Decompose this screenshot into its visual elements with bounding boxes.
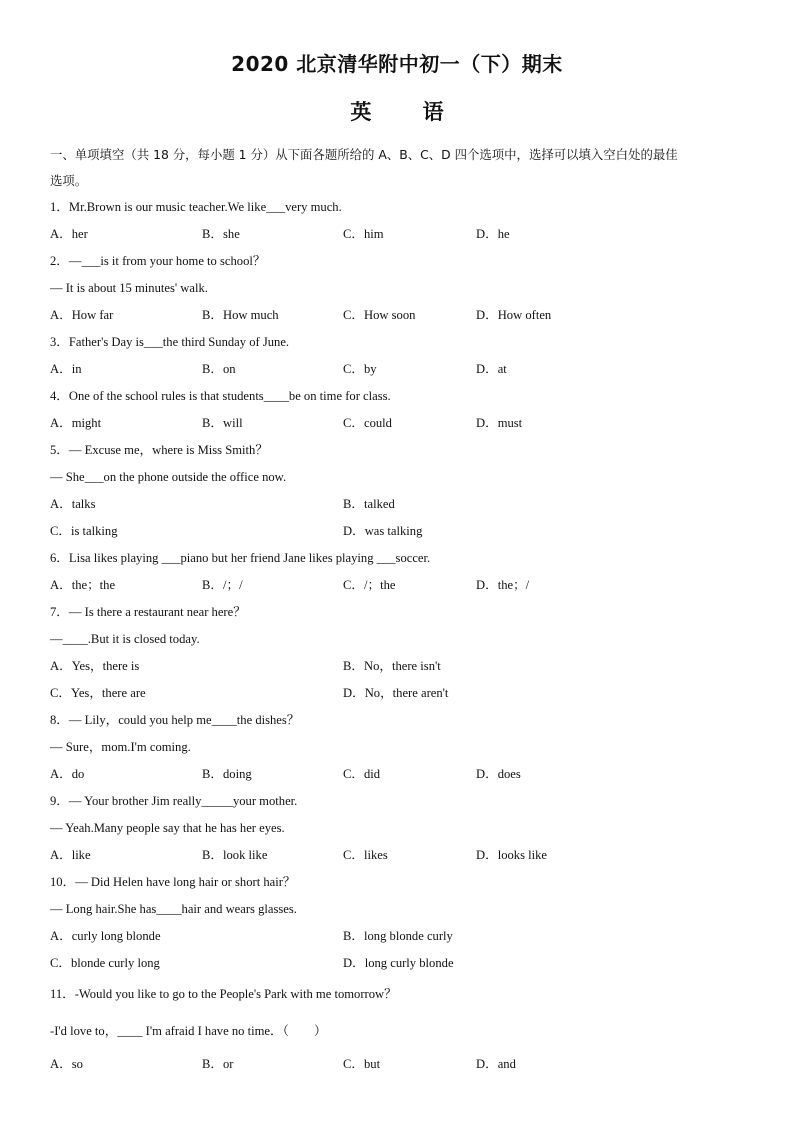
- options-row: [50, 1051, 750, 1078]
- question-stem: 2．—___is it from your home to school？: [50, 254, 266, 268]
- answer-option[interactable]: D．must: [476, 416, 523, 430]
- answer-option[interactable]: D．long curly blonde: [343, 956, 454, 970]
- answer-option[interactable]: B．she: [202, 227, 240, 241]
- section-instruction: [50, 142, 750, 194]
- answer-option[interactable]: B．will: [202, 416, 243, 430]
- exam-content: [50, 142, 750, 1078]
- answer-option[interactable]: A．talks: [50, 497, 96, 511]
- answer-option[interactable]: A．do: [50, 767, 85, 781]
- answer-option[interactable]: B．talked: [343, 497, 395, 511]
- answer-option[interactable]: A．How far: [50, 308, 114, 322]
- answer-option[interactable]: B．How much: [202, 308, 279, 322]
- question-stem: 7．— Is there a restaurant near here？: [50, 605, 246, 619]
- answer-option[interactable]: B．on: [202, 362, 236, 376]
- answer-option[interactable]: C．is talking: [50, 524, 118, 538]
- question-stem: — She___on the phone outside the office now.: [50, 470, 287, 484]
- options-row: [50, 356, 750, 383]
- answer-option[interactable]: C．Yes，there are: [50, 686, 146, 700]
- answer-option[interactable]: C．How soon: [343, 308, 416, 322]
- question-item: [50, 383, 750, 437]
- question-item: [50, 788, 750, 869]
- answer-option[interactable]: D．and: [476, 1057, 516, 1071]
- question-item: [50, 599, 750, 707]
- subject-heading: [0, 96, 794, 126]
- instruction-line: 选项。: [50, 173, 88, 188]
- question-item: [50, 869, 750, 977]
- answer-option[interactable]: C．likes: [343, 848, 388, 862]
- answer-option[interactable]: D．he: [476, 227, 510, 241]
- answer-option[interactable]: B．or: [202, 1057, 234, 1071]
- answer-option[interactable]: A．the；the: [50, 578, 116, 592]
- answer-option[interactable]: A．her: [50, 227, 88, 241]
- answer-option[interactable]: D．does: [476, 767, 521, 781]
- question-stem: 9．— Your brother Jim really_____your mother.: [50, 794, 298, 808]
- answer-option[interactable]: C．him: [343, 227, 384, 241]
- options-row: [50, 950, 750, 977]
- answer-option[interactable]: D．was talking: [343, 524, 423, 538]
- question-stem: 4．One of the school rules is that students____be on time for class.: [50, 389, 391, 403]
- answer-option[interactable]: C．could: [343, 416, 392, 430]
- answer-option[interactable]: D．No，there aren't: [343, 686, 449, 700]
- question-stem: 1．Mr.Brown is our music teacher.We like___very much.: [50, 200, 342, 214]
- options-row: [50, 842, 750, 869]
- answer-option[interactable]: A．like: [50, 848, 91, 862]
- question-item: [50, 248, 750, 329]
- options-row: [50, 302, 750, 329]
- question-stem: -I'd love to，____ I'm afraid I have no time．（ ）: [50, 1024, 327, 1038]
- answer-option[interactable]: D．at: [476, 362, 507, 376]
- options-row: [50, 923, 750, 950]
- question-item: [50, 545, 750, 599]
- answer-option[interactable]: C．/；the: [343, 578, 396, 592]
- subject-char: 语: [422, 100, 444, 124]
- answer-option[interactable]: A．curly long blonde: [50, 929, 161, 943]
- question-stem: 5．— Excuse me，where is Miss Smith？: [50, 443, 268, 457]
- question-stem: — It is about 15 minutes' walk.: [50, 281, 208, 295]
- options-row: [50, 491, 750, 518]
- question-item: [50, 194, 750, 248]
- answer-option[interactable]: D．looks like: [476, 848, 548, 862]
- question-stem: —____.But it is closed today.: [50, 632, 200, 646]
- question-item: [50, 329, 750, 383]
- question-item: [50, 981, 750, 1078]
- answer-option[interactable]: D．the；/: [476, 578, 530, 592]
- answer-option[interactable]: A．might: [50, 416, 102, 430]
- answer-option[interactable]: B．No，there isn't: [343, 659, 441, 673]
- answer-option[interactable]: A．in: [50, 362, 82, 376]
- question-stem: 8．— Lily，could you help me____the dishes？: [50, 713, 300, 727]
- subject-char: 英: [350, 100, 372, 124]
- answer-option[interactable]: B．doing: [202, 767, 252, 781]
- answer-option[interactable]: C．by: [343, 362, 377, 376]
- answer-option[interactable]: B．long blonde curly: [343, 929, 453, 943]
- page-title: 2020 北京清华附中初一（下）期末: [231, 52, 563, 76]
- answer-option[interactable]: A．Yes，there is: [50, 659, 140, 673]
- answer-option[interactable]: A．so: [50, 1057, 83, 1071]
- options-row: [50, 680, 750, 707]
- answer-option[interactable]: B．/；/: [202, 578, 243, 592]
- options-row: [50, 410, 750, 437]
- answer-option[interactable]: C．but: [343, 1057, 381, 1071]
- question-list: [50, 194, 750, 1078]
- question-stem: 3．Father's Day is___the third Sunday of June.: [50, 335, 290, 349]
- question-stem: — Long hair.She has____hair and wears glasses.: [50, 902, 297, 916]
- options-row: [50, 572, 750, 599]
- answer-option[interactable]: C．blonde curly long: [50, 956, 160, 970]
- question-stem: 10．— Did Helen have long hair or short hair？: [50, 875, 296, 889]
- options-row: [50, 653, 750, 680]
- answer-option[interactable]: D．How often: [476, 308, 552, 322]
- question-item: [50, 437, 750, 545]
- answer-option[interactable]: C．did: [343, 767, 381, 781]
- instruction-line: 一、单项填空（共 18 分，每小题 1 分）从下面各题所给的 A、B、C、D 四个选项中，选择可以填入空白处的最佳: [50, 147, 678, 162]
- answer-option[interactable]: B．look like: [202, 848, 268, 862]
- question-stem: — Yeah.Many people say that he has her eyes.: [50, 821, 285, 835]
- question-stem: 6．Lisa likes playing ___piano but her friend Jane likes playing ___soccer.: [50, 551, 431, 565]
- question-stem: 11．-Would you like to go to the People's Park with me tomorrow？: [50, 987, 397, 1001]
- question-item: [50, 707, 750, 788]
- options-row: [50, 221, 750, 248]
- question-stem: — Sure，mom.I'm coming.: [50, 740, 191, 754]
- options-row: [50, 518, 750, 545]
- options-row: [50, 761, 750, 788]
